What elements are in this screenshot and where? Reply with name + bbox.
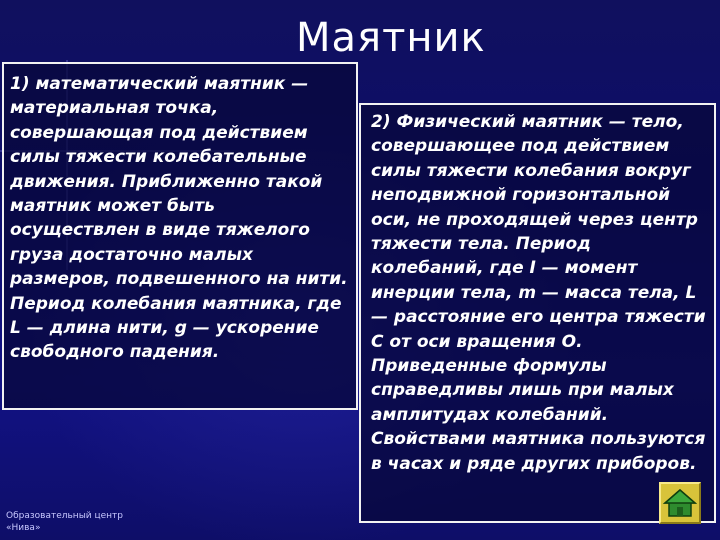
footer-line-1: Образовательный центр <box>6 511 124 521</box>
math-pendulum-text: 1) математический маятник — материальная точка, совершающая под действием силы тяжести колебательные движения. Приближенно такой маятник может быть осуществлен в виде тяжелого груза достаточно малых размеров, подвешенного на нити. Период колебания маятника, где L — длина нити, g — ускорение свободного падения. <box>10 74 348 363</box>
home-button[interactable] <box>659 482 701 524</box>
slide-title: Маятник <box>296 15 486 61</box>
footer-caption <box>6 510 123 534</box>
physical-pendulum-text: 2) Физический маятник — тело, совершающее под действием силы тяжести колебания вокруг неподвижной горизонтальной оси, не проходящей через центр тяжести тела. Период колебаний, где I — момент инерции тела, m — масса тела, L — расстояние его центра тяжести С от оси вращения О. Приведенные формулы справедливы лишь при малых амплитудах колебаний. Свойствами маятника пользуются в часах и ряде других приборов. <box>371 112 706 474</box>
home-icon <box>661 484 699 522</box>
footer-line-2: «Нива» <box>6 523 41 533</box>
physical-pendulum-box <box>359 103 716 523</box>
math-pendulum-box <box>2 62 358 410</box>
